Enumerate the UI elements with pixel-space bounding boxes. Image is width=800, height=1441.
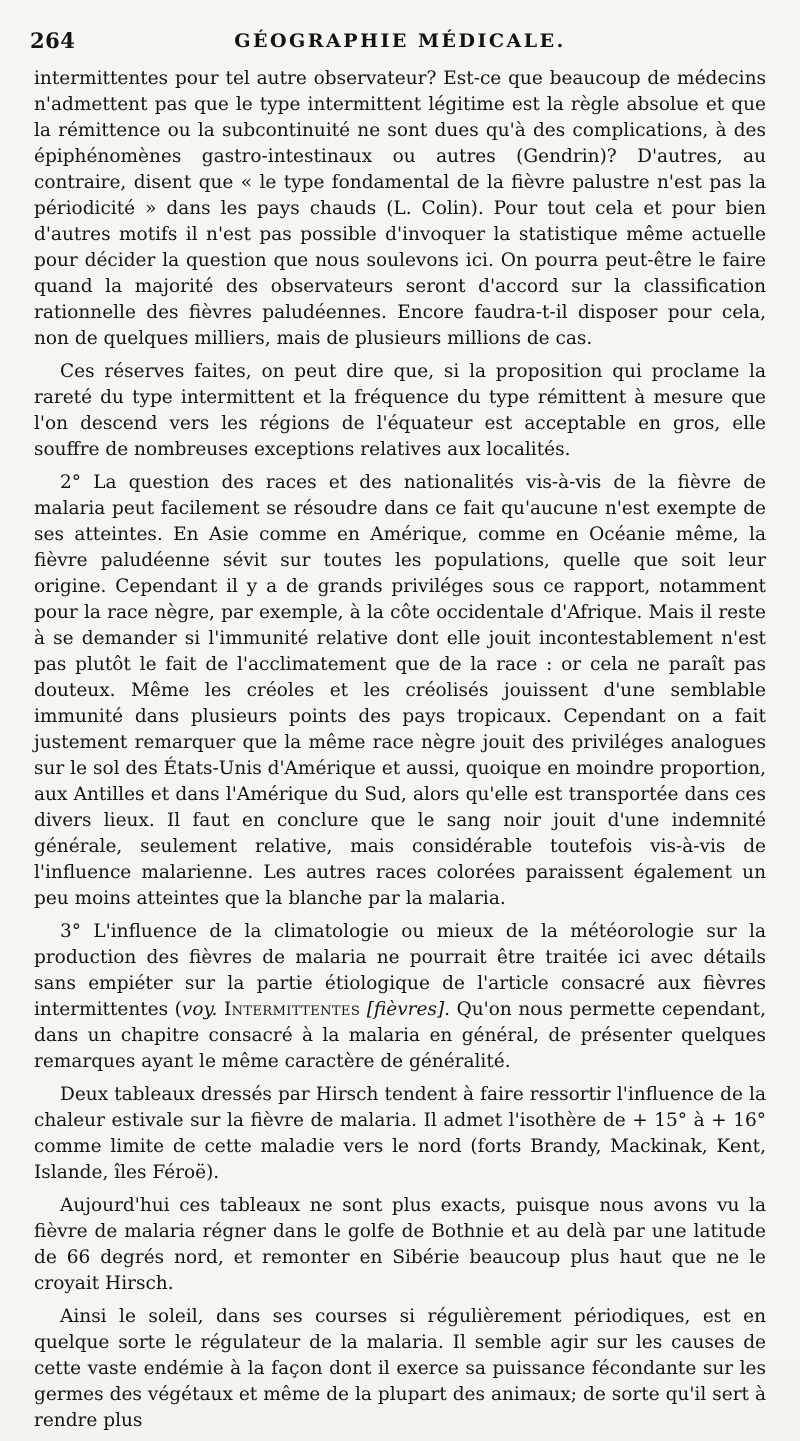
paragraph-6: Aujourd'hui ces tableaux ne sont plus exacts, puisque nous avons vu la fièvre de malaria régner dans le golfe de Bothnie et au delà par une latitude de 66 degrés nord, et remonter en Sibérie beaucoup plus haut que ne le croyait Hirsch. [34,1195,766,1294]
page-header [30,28,770,58]
paragraph-1: intermittentes pour tel autre observateur? Est-ce que beaucoup de médecins n'admettent pas que le type intermittent légitime est la règle absolue et que la rémittence ou la subcontinuité ne sont dues qu'à des complications, à des épiphénomènes gastro-intestinaux ou autres (Gendrin)? D'autres, au contraire, disent que « le type fondamental de la fièvre palustre n'est pas la périodicité » dans les pays chauds (L. Colin). Pour tout cela et pour bien d'autres motifs il n'est pas possible d'invoquer la statistique même actuelle pour décider la question que nous soulevons ici. On pourra peut-être le faire quand la majorité des observateurs seront d'accord sur la classification rationnelle des fièvres paludéennes. Encore faudra-t-il disposer pour cela, non de quelques milliers, mais de plusieurs millions de cas. [34,68,766,349]
paragraph-4-text-before: 3° L'influence de la climatologie ou mieux de la météorologie sur la production des fièvres de malaria ne pourrait être traitée ici avec détails sans empiéter sur la partie étiologique de l'article consacré aux fièvres intermittentes ( [34,921,766,1020]
paragraph-4 [34,919,766,1075]
paragraph-3: 2° La question des races et des nationalités vis-à-vis de la fièvre de malaria peut facilement se résoudre dans ce fait qu'aucune n'est exempte de ses atteintes. En Asie comme en Amérique, comme en Océanie même, la fièvre paludéenne sévit sur toutes les populations, quelle que soit leur origine. Cependant il y a de grands priviléges sous ce rapport, notamment pour la race nègre, par exemple, à la côte occidentale d'Afrique. Mais il reste à se demander si l'immunité relative dont elle jouit incontestablement n'est pas plutôt le fait de l'acclimatement que de la race : or cela ne paraît pas douteux. Même les créoles et les créolisés jouissent d'une semblable immunité dans plusieurs points des pays tropicaux. Cependant on a fait justement remarquer que la même race nègre jouit des priviléges analogues sur le sol des États-Unis d'Amérique et aussi, quoique en moindre proportion, aux Antilles et dans l'Amérique du Sud, alors qu'elle est transportée dans ces divers lieux. Il faut en conclure que le sang noir jouit d'une indemnité générale, seulement relative, mais considérable toutefois vis-à-vis de l'influence malarienne. Les autres races colorées paraissent également un peu moins atteintes que la blanche par la malaria. [34,472,766,909]
body-text [34,66,766,1441]
cross-reference-term: Intermittentes [223,999,361,1020]
paragraph-5: Deux tableaux dressés par Hirsch tendent à faire ressortir l'influence de la chaleur estivale sur la fièvre de malaria. Il admet l'isothère de + 15° à + 16° comme limite de cette maladie vers le nord (forts Brandy, Mackinak, Kent, Islande, îles Féroë). [34,1084,766,1183]
paragraph-7: Ainsi le soleil, dans ses courses si régulièrement périodiques, est en quelque sorte le régulateur de la malaria. Il semble agir sur les causes de cette vaste endémie à la façon dont il exerce sa puissance fécondante sur les germes des végétaux et même de la plupart des animaux; de sorte qu'il sert à rendre plus [34,1306,766,1431]
cross-reference-subterm: [fièvres] [366,999,445,1020]
voy-abbrev: voy. [181,999,218,1020]
paragraph-2: Ces réserves faites, on peut dire que, si la proposition qui proclame la rareté du type intermittent et la fréquence du type rémittent à mesure que l'on descend vers les régions de l'équateur est acceptable en gros, elle souffre de nombreuses exceptions relatives aux localités. [34,361,766,460]
running-title: GÉOGRAPHIE MÉDICALE. [234,30,566,52]
page-number: 264 [30,28,76,53]
paragraph-4-text-after: . Qu'on nous permette cependant, dans un chapitre consacré à la malaria en général, de présenter quelques remarques ayant le même caractère de généralité. [34,999,766,1072]
